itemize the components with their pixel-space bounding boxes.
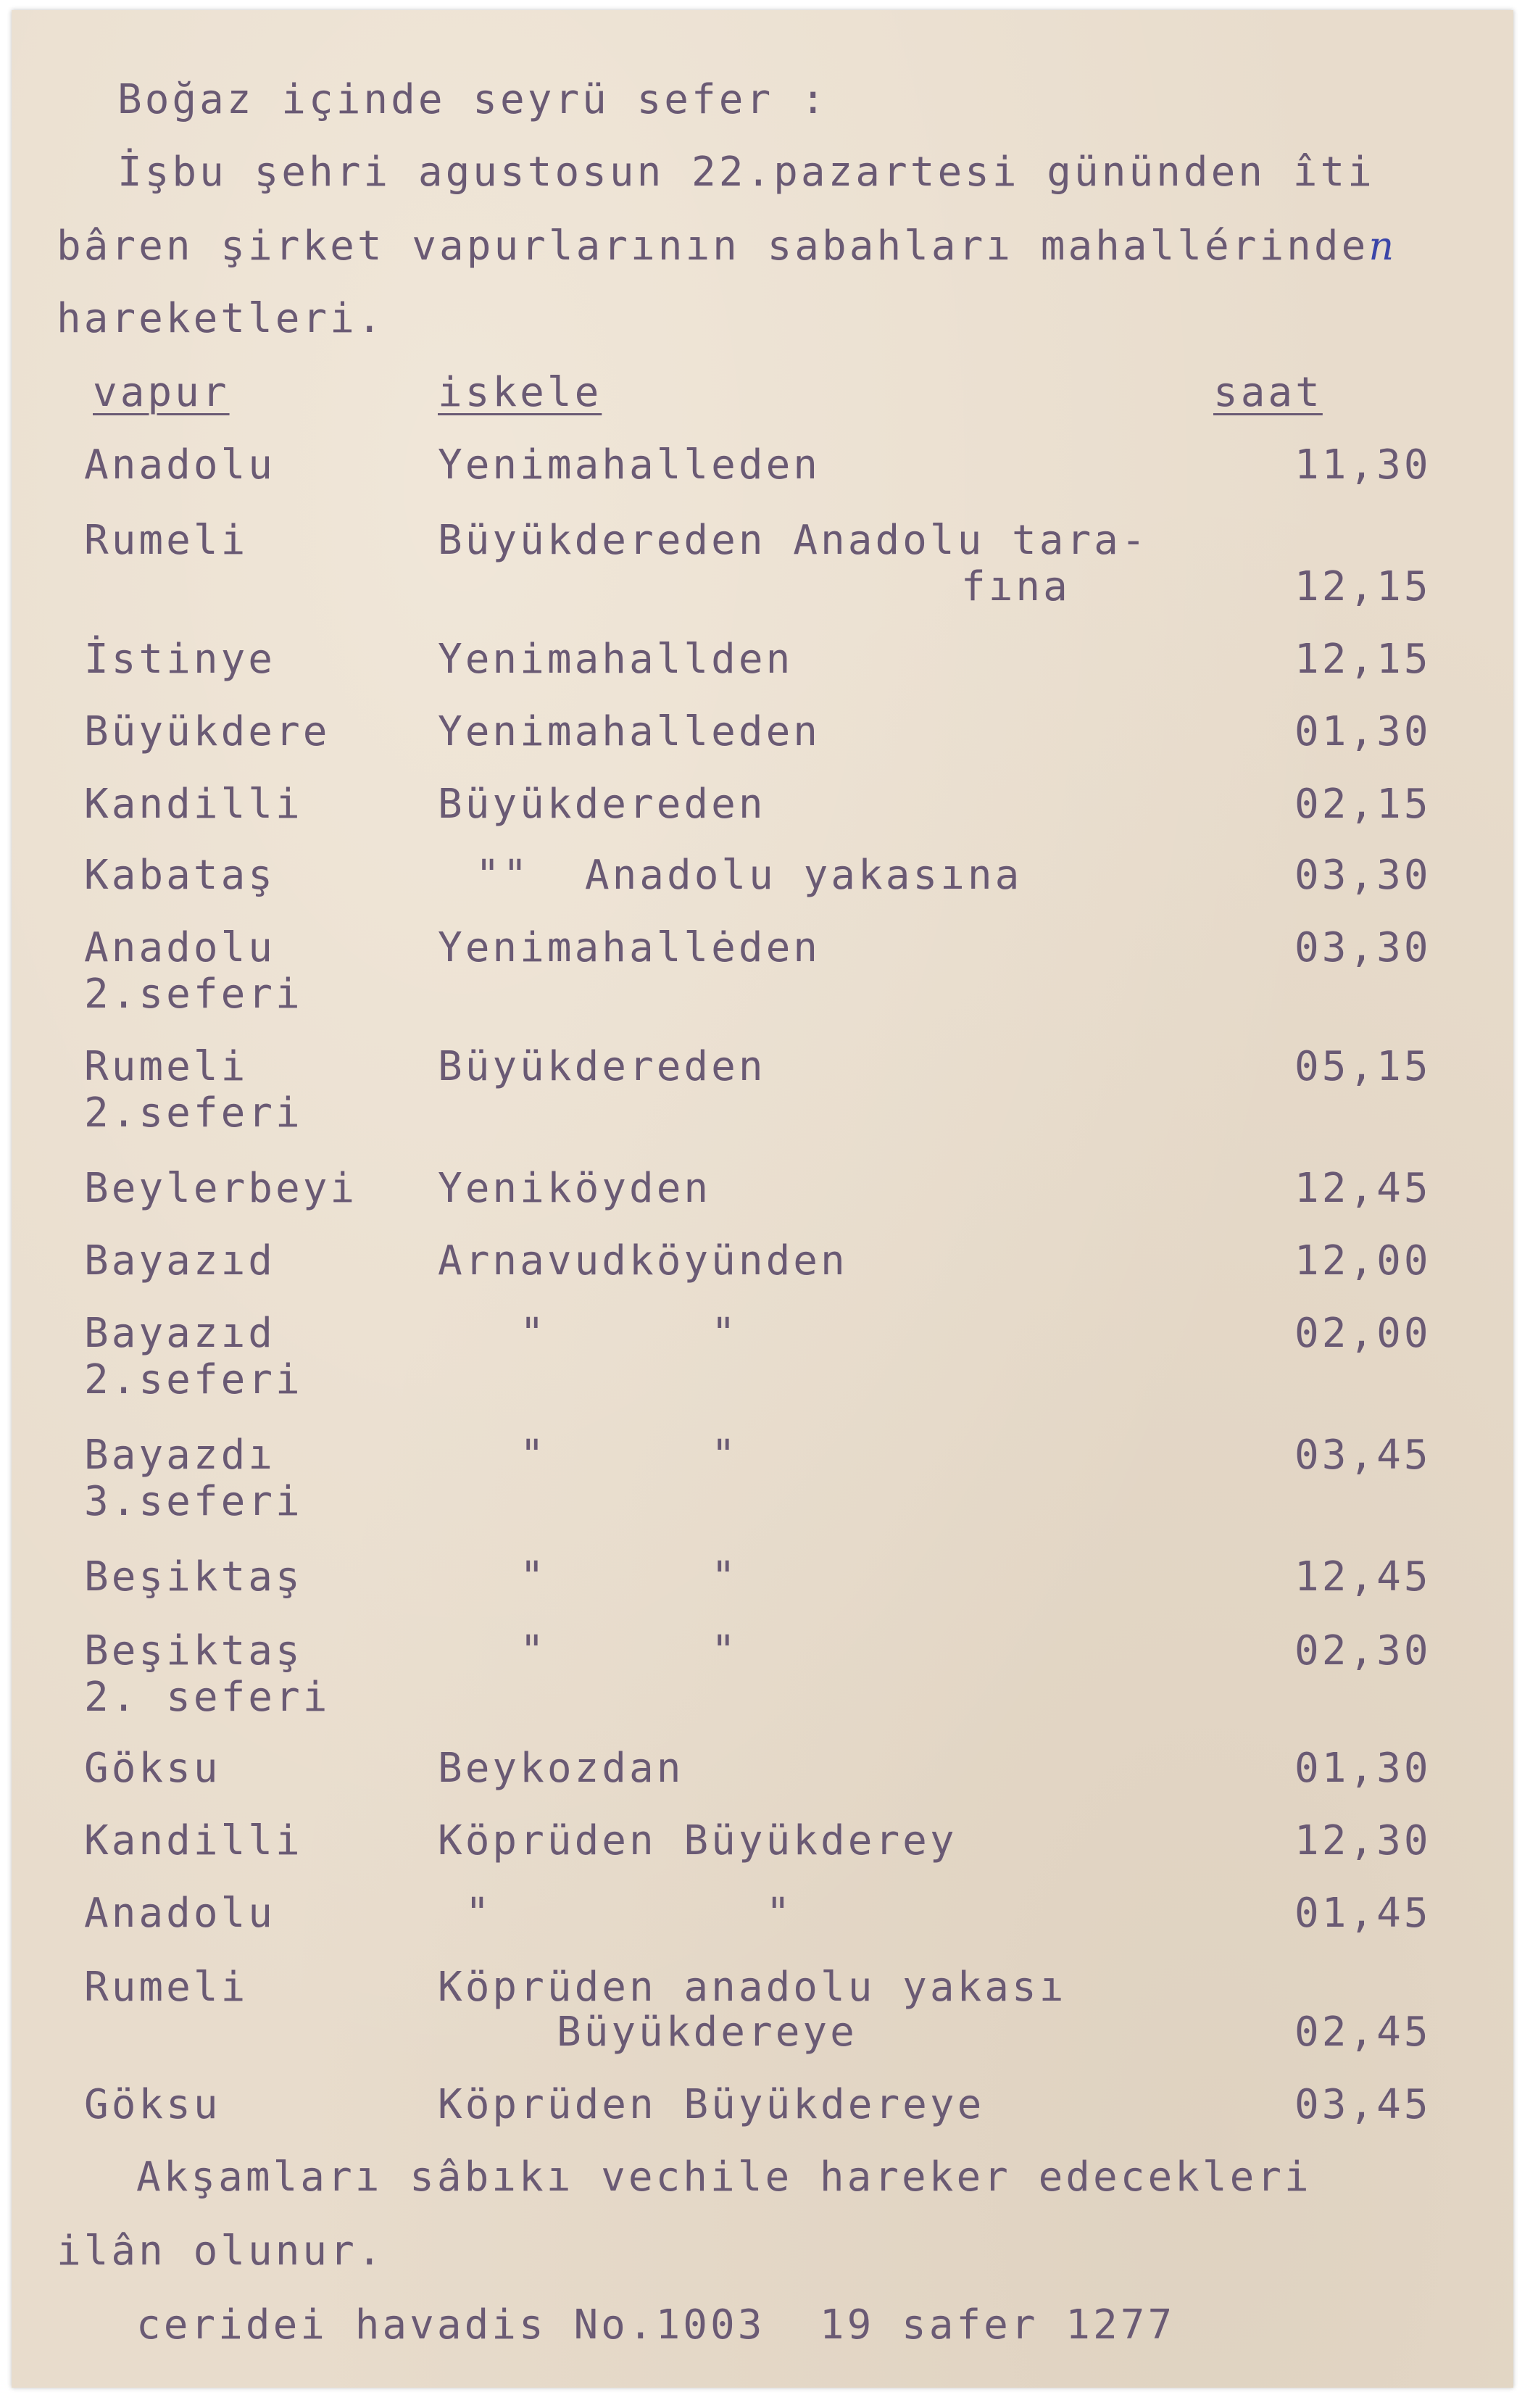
row-saat: 02,30 bbox=[1294, 1627, 1431, 1674]
row-vapur-cont: 2.seferi bbox=[84, 1089, 303, 1137]
row-iskele: Köprüden Büyükdereye bbox=[438, 2081, 985, 2128]
row-iskele: " " bbox=[438, 1310, 739, 1357]
row-iskele: Yenimahalleden bbox=[438, 441, 821, 489]
row-vapur: Bayazdı bbox=[84, 1432, 276, 1479]
row-saat: 02,45 bbox=[1294, 2009, 1431, 2056]
row-vapur: Kabataş bbox=[84, 852, 276, 899]
header-title: Boğaz içinde seyrü sefer : bbox=[117, 76, 828, 123]
handwritten-correction: n bbox=[1368, 223, 1394, 269]
row-iskele: " " bbox=[438, 1890, 794, 1937]
column-header-saat: saat bbox=[1213, 369, 1323, 416]
header-line-3-text: bâren şirket vapurlarının sabahları mahallérinde bbox=[57, 223, 1369, 270]
row-vapur-cont: 2.seferi bbox=[84, 1356, 303, 1403]
column-header-iskele: iskele bbox=[438, 369, 602, 416]
header-line-3 bbox=[57, 223, 1394, 270]
row-saat: 03,30 bbox=[1294, 924, 1431, 971]
citation: ceridei havadis No.1003 19 safer 1277 bbox=[136, 2301, 1176, 2349]
header-line-4: hareketleri. bbox=[57, 295, 385, 342]
row-saat: 01,30 bbox=[1294, 708, 1431, 755]
row-iskele: " " bbox=[438, 1627, 739, 1674]
row-saat: 03,45 bbox=[1294, 1432, 1431, 1479]
row-vapur: Göksu bbox=[84, 1745, 221, 1792]
row-iskele: Köprüden anadolu yakası bbox=[438, 1964, 1067, 2011]
row-saat: 05,15 bbox=[1294, 1043, 1431, 1090]
row-saat: 12,15 bbox=[1294, 563, 1431, 610]
row-vapur-cont: 3.seferi bbox=[84, 1478, 303, 1525]
footer-line-1: Akşamları sâbıkı vechile hareker edecekleri bbox=[136, 2154, 1312, 2201]
row-vapur: Beşiktaş bbox=[84, 1553, 303, 1601]
row-vapur: Kandilli bbox=[84, 781, 303, 828]
row-vapur: Bayazıd bbox=[84, 1237, 276, 1284]
row-saat: 03,45 bbox=[1294, 2081, 1431, 2128]
row-vapur: Rumeli bbox=[84, 1043, 249, 1090]
row-iskele: " " bbox=[438, 1553, 739, 1601]
row-iskele: " " bbox=[438, 1432, 739, 1479]
row-vapur: İstinye bbox=[84, 636, 276, 683]
row-iskele: Yenimahallėden bbox=[438, 924, 821, 971]
row-saat: 12,45 bbox=[1294, 1165, 1431, 1212]
row-iskele: Büyükdereden Anadolu tara- bbox=[438, 517, 1149, 564]
row-saat: 01,30 bbox=[1294, 1745, 1431, 1792]
row-vapur: Kandilli bbox=[84, 1817, 303, 1864]
row-saat: 03,30 bbox=[1294, 852, 1431, 899]
row-vapur-cont: 2. seferi bbox=[84, 1674, 331, 1721]
row-saat: 02,15 bbox=[1294, 781, 1431, 828]
row-saat: 12,15 bbox=[1294, 636, 1431, 683]
row-vapur: Anadolu bbox=[84, 1890, 276, 1937]
row-iskele: Köprüden Büyükderey bbox=[438, 1817, 957, 1864]
row-vapur: Büyükdere bbox=[84, 708, 331, 755]
row-iskele-cont: Büyükdereye bbox=[557, 2009, 857, 2056]
row-vapur: Beşiktaş bbox=[84, 1627, 303, 1674]
row-iskele: Yenimahalleden bbox=[438, 708, 821, 755]
row-vapur: Anadolu bbox=[84, 441, 276, 489]
row-vapur-cont: 2.seferi bbox=[84, 971, 303, 1018]
row-iskele: Yenimahallden bbox=[438, 636, 794, 683]
row-vapur: Rumeli bbox=[84, 1964, 249, 2011]
document-page bbox=[12, 10, 1513, 2388]
row-iskele: "" Anadolu yakasına bbox=[475, 852, 1023, 899]
row-vapur: Beylerbeyi bbox=[84, 1165, 358, 1212]
row-vapur: Göksu bbox=[84, 2081, 221, 2128]
row-vapur: Anadolu bbox=[84, 924, 276, 971]
row-vapur: Rumeli bbox=[84, 517, 249, 564]
row-iskele: Büyükdereden bbox=[438, 781, 766, 828]
row-iskele: Beykozdan bbox=[438, 1745, 684, 1792]
row-saat: 12,00 bbox=[1294, 1237, 1431, 1284]
column-header-vapur: vapur bbox=[93, 369, 230, 416]
row-vapur: Bayazıd bbox=[84, 1310, 276, 1357]
row-saat: 01,45 bbox=[1294, 1890, 1431, 1937]
row-saat: 12,30 bbox=[1294, 1817, 1431, 1864]
row-iskele: Yeniköyden bbox=[438, 1165, 712, 1212]
row-saat: 12,45 bbox=[1294, 1553, 1431, 1601]
footer-line-2: ilân olunur. bbox=[57, 2228, 385, 2275]
row-iskele: Büyükdereden bbox=[438, 1043, 766, 1090]
row-iskele-cont: fına bbox=[961, 563, 1071, 610]
row-saat: 02,00 bbox=[1294, 1310, 1431, 1357]
row-saat: 11,30 bbox=[1294, 441, 1431, 489]
header-line-2: İşbu şehri agustosun 22.pazartesi gününden îti bbox=[117, 149, 1375, 196]
row-iskele: Arnavudköyünden bbox=[438, 1237, 848, 1284]
